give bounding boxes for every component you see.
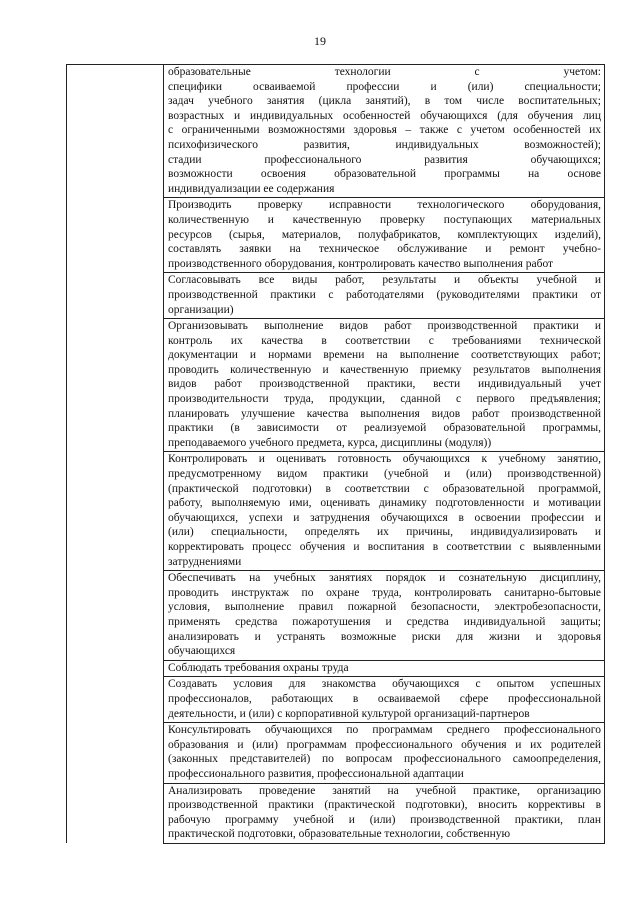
text-line: применять средства пожаротушения и средства индивидуальной защиты; [168,615,601,628]
page-number: 19 [314,34,326,48]
table-row [67,783,605,843]
text-line: образования и (или) программам профессионального обучения и их родителей [168,738,601,751]
table-row [67,319,605,452]
text-line: проводить количественную и качественную приемку результатов выполнения [168,363,601,376]
text-line: видов работ производственной практики, вести индивидуальный учет [168,378,601,391]
text-line: ресурсов (сырья, материалов, полуфабрикатов, комплектующих изделий), [168,228,601,241]
empty-left-cell [67,677,164,723]
function-cell [164,723,605,783]
text-line: (практической подготовки) в соответствии с образовательной программой, [168,482,601,495]
text-line: Анализировать проведение занятий на учебной практике, организацию [168,784,601,797]
text-line: Консультировать обучающихся по программам среднего профессионального [168,724,601,737]
empty-left-cell [67,65,164,198]
table-row [67,273,605,319]
text-line: контроль их качества в соответствии с требованиями технической [168,334,601,347]
table-row [67,65,605,198]
function-text [164,723,604,782]
text-line: анализировать и устранять возможные риски для жизни и здоровья [168,630,601,643]
text-line: планировать улучшение качества выполнения видов работ производственной [168,407,601,420]
function-text [164,65,604,197]
text-line: проводить инструктаж по охране труда, контролировать санитарно-бытовые [168,586,601,599]
text-line: Соблюдать требования охраны труда [168,661,349,674]
text-line: Обеспечивать на учебных занятиях порядок и сознательную дисциплину, [168,572,601,585]
job-functions-table [66,64,605,844]
text-line: затруднениями [168,555,242,568]
text-line: производственной практики с работодателями (руководителями практики от [168,288,601,301]
table-row [67,571,605,661]
function-text [164,784,604,843]
function-text [164,198,604,272]
function-text [164,452,604,570]
text-line: преподаваемого учебного предмета, курса, дисциплины (модуля)) [168,436,492,449]
text-line: документации и нормами времени на выполнение соответствующих работ; [168,349,601,362]
function-cell [164,677,605,723]
empty-left-cell [67,571,164,661]
function-text [164,571,604,660]
table-row [67,452,605,571]
text-line: производственного оборудования, контролировать качество выполнения работ [168,257,554,270]
text-line: с ограниченными возможностями здоровья – также с учетом особенностей их [168,124,601,137]
text-line: деятельности, и (или) с корпоративной культурой организаций-партнеров [168,707,530,720]
text-line: обучающихся [168,645,236,658]
function-text [164,677,604,722]
text-line: обучающихся, успехи и затруднения обучающихся в освоении профессии и [168,511,601,524]
text-line: задач учебного занятия (цикла занятий), в том числе воспитательных; [168,95,601,108]
empty-left-cell [67,273,164,319]
function-cell [164,319,605,452]
function-text [164,273,604,318]
table-body [67,65,605,844]
text-line: (законных представителей) по вопросам профессионального самоопределения, [168,753,601,766]
text-line: производительности труда, продукции, сданной с первого предъявления; [168,393,601,406]
function-text [164,661,604,677]
text-line: Создавать условия для знакомства обучающихся с опытом успешных [168,678,601,691]
empty-left-cell [67,198,164,273]
text-line: (или) специальности, определять их причины, индивидуализировать и [168,526,601,539]
text-line: возрастных и индивидуальных особенностей обучающихся (для обучения лиц [168,109,601,122]
table-row [67,677,605,723]
text-line: предусмотренному видом практики (учебной и (или) производственной) [168,468,601,481]
table-row [67,660,605,677]
function-text [164,319,604,451]
text-line: индивидуализации ее содержания [168,182,335,195]
function-cell [164,783,605,843]
text-line: Контролировать и оценивать готовность обучающихся к учебному занятию, [168,453,601,466]
text-line: психофизического развития, индивидуальных возможностей); [168,138,601,151]
function-cell [164,273,605,319]
function-cell [164,452,605,571]
text-line: стадии профессионального развития обучающихся; [168,153,601,166]
empty-left-cell [67,319,164,452]
table-row [67,723,605,783]
function-cell [164,198,605,273]
text-line: производственной практики (практической подготовки), вносить коррективы в [168,799,601,812]
text-line: профессионального развития, профессиональной адаптации [168,767,464,780]
text-line: условия, выполнение правил пожарной безопасности, электробезопасности, [168,601,601,614]
function-cell [164,660,605,677]
empty-left-cell [67,723,164,783]
text-line: Производить проверку исправности технологического оборудования, [168,199,601,212]
text-line: возможности освоения образовательной программы на основе [168,168,601,181]
text-line: количественную и качественную проверку поступающих материальных [168,213,601,226]
empty-left-cell [67,783,164,843]
text-line: специфики осваиваемой профессии и (или) специальности; [168,80,601,93]
empty-left-cell [67,452,164,571]
text-line: рабочую программу учебной и (или) производственной практики, план [168,813,601,826]
text-line: профессионалов, работающих в осваиваемой сфере профессиональной [168,692,601,705]
text-line: Организовывать выполнение видов работ производственной практики и [168,320,601,333]
text-line: Согласовывать все виды работ, результаты и объекты учебной и [168,274,601,287]
text-line: организации) [168,303,234,316]
empty-left-cell [67,660,164,677]
function-cell [164,571,605,661]
text-line: образовательные технологии с учетом: [168,66,601,78]
text-line: составлять заявки на техническое обслуживание и ремонт учебно- [168,243,601,256]
text-line: корректировать процесс обучения и воспитания в соответствии с выявленными [168,541,601,553]
text-line: работу, выполняемую ими, оценивать динамику подготовленности и мотивации [168,497,601,510]
text-line: практической подготовки, образовательные технологии, собственную [168,828,511,841]
function-cell [164,65,605,198]
text-line: практики (в зависимости от реализуемой образовательной программы, [168,422,601,435]
table-row [67,198,605,273]
